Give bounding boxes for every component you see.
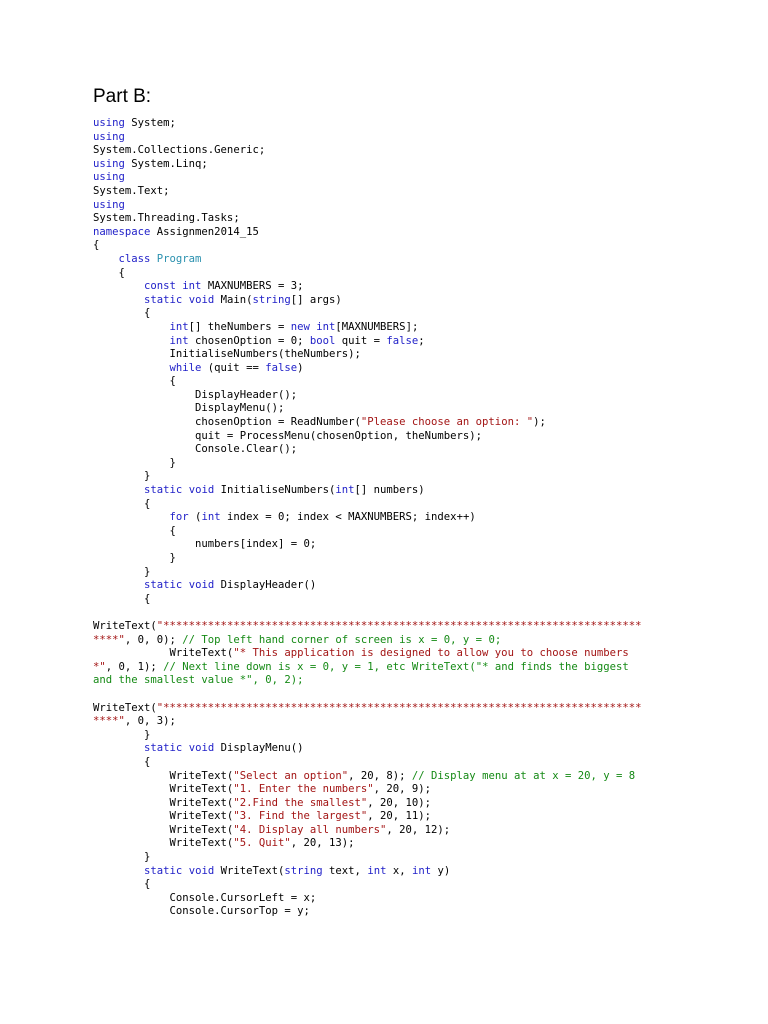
code-string: "3. Find the largest": [233, 810, 368, 823]
code-string: "***************************************************************************: [156, 701, 642, 714]
code-line: [93, 294, 753, 308]
code-line: [93, 307, 753, 321]
code-text: , 20, 8);: [348, 769, 412, 782]
code-keyword: using: [93, 198, 125, 211]
code-text: text,: [322, 864, 368, 877]
code-text: }: [144, 851, 151, 864]
code-keyword: while: [169, 361, 202, 374]
code-line: [93, 253, 753, 267]
code-line: [93, 185, 753, 199]
code-line: [93, 756, 753, 770]
code-text: }: [169, 552, 176, 564]
code-keyword: void: [188, 742, 215, 755]
code-line: [93, 878, 753, 892]
code-text: WriteText(: [214, 864, 285, 877]
code-text: InitialiseNumbers(theNumbers);: [169, 348, 361, 361]
code-text: WriteText(: [169, 796, 234, 809]
code-keyword: string: [252, 293, 291, 306]
code-line: [93, 674, 753, 688]
code-line: [93, 348, 753, 362]
code-text: );: [533, 416, 546, 429]
code-text: index = 0; index < MAXNUMBERS; index++): [220, 511, 476, 524]
code-listing: [93, 117, 753, 919]
code-text: DisplayHeader(): [214, 579, 317, 592]
blank-line: [93, 606, 753, 620]
code-keyword: static: [144, 742, 183, 755]
code-text: WriteText(: [169, 647, 234, 660]
code-keyword: for: [169, 511, 189, 524]
code-keyword: static: [144, 864, 183, 877]
code-text: [MAXNUMBERS];: [335, 320, 419, 333]
code-line: [93, 824, 753, 838]
code-string: "Please choose an option: ": [360, 416, 534, 429]
code-text: x,: [386, 864, 412, 877]
code-line: [93, 647, 753, 661]
code-keyword: int: [182, 280, 202, 293]
code-keyword: class: [118, 252, 151, 265]
code-keyword: int: [367, 864, 387, 877]
code-text: Assignmen2014_15: [150, 225, 259, 238]
code-text: System;: [124, 117, 176, 129]
code-line: [93, 797, 753, 811]
code-line: [93, 199, 753, 213]
code-keyword: int: [316, 320, 336, 333]
code-text: WriteText(: [93, 619, 157, 632]
code-text: , 20, 9);: [373, 783, 432, 796]
code-string: "1. Enter the numbers": [233, 783, 374, 796]
code-keyword: false: [265, 361, 298, 374]
code-text: [] args): [290, 293, 342, 306]
code-string: "2.Find the smallest": [233, 796, 368, 809]
code-line: [93, 443, 753, 457]
code-text: DisplayHeader();: [195, 388, 298, 401]
code-string: "5. Quit": [233, 837, 291, 850]
code-line: [93, 239, 753, 253]
code-type: Program: [156, 252, 202, 265]
code-text: ;: [418, 334, 425, 347]
code-keyword: void: [188, 484, 215, 497]
code-line: [93, 511, 753, 525]
code-line: [93, 117, 753, 131]
code-line: [93, 484, 753, 498]
code-line: [93, 158, 753, 172]
code-keyword: int: [169, 320, 189, 333]
code-line: [93, 212, 753, 226]
code-text: (: [188, 511, 202, 524]
section-heading: Part B:: [93, 86, 152, 107]
code-line: [93, 538, 753, 552]
code-text: chosenOption = ReadNumber(: [195, 416, 361, 429]
code-keyword: void: [188, 293, 215, 306]
code-text: DisplayMenu(): [214, 742, 304, 755]
code-text: {: [144, 878, 151, 891]
code-keyword: string: [284, 864, 323, 877]
code-text: Console.CursorLeft = x;: [169, 891, 317, 904]
code-text: chosenOption = 0;: [188, 334, 310, 347]
code-text: {: [144, 592, 151, 605]
code-string: ****": [93, 715, 125, 728]
code-text: {: [169, 375, 176, 388]
code-text: {: [144, 497, 151, 510]
code-string: ****": [93, 633, 125, 646]
code-keyword: new: [290, 320, 310, 333]
code-text: WriteText(: [169, 783, 234, 796]
code-line: [93, 226, 753, 240]
code-keyword: bool: [309, 334, 336, 347]
code-keyword: using: [93, 117, 125, 129]
code-text: WriteText(: [169, 837, 234, 850]
code-line: [93, 742, 753, 756]
code-text: WriteText(: [169, 810, 234, 823]
code-keyword: static: [144, 579, 183, 592]
code-line: [93, 566, 753, 580]
code-line: [93, 729, 753, 743]
code-keyword: int: [335, 484, 355, 497]
code-keyword: namespace: [93, 225, 151, 238]
code-text: [] theNumbers =: [188, 320, 291, 333]
code-string: "4. Display all numbers": [233, 823, 387, 836]
code-text: {: [144, 755, 151, 768]
code-text: , 0, 0);: [124, 633, 183, 646]
code-text: (quit ==: [201, 361, 266, 374]
code-text: ): [297, 361, 304, 374]
code-string: "***************************************************************************: [156, 619, 642, 632]
code-line: [93, 837, 753, 851]
code-text: Console.Clear();: [195, 443, 298, 456]
code-text: }: [144, 728, 151, 741]
code-string: *": [93, 660, 106, 673]
code-keyword: using: [93, 171, 125, 184]
code-text: MAXNUMBERS = 3;: [201, 280, 304, 293]
code-keyword: void: [188, 579, 215, 592]
code-text: {: [169, 524, 176, 537]
code-line: [93, 267, 753, 281]
code-text: , 20, 10);: [367, 796, 432, 809]
code-line: [93, 402, 753, 416]
code-keyword: void: [188, 864, 215, 877]
code-line: [93, 335, 753, 349]
code-text: InitialiseNumbers(: [214, 484, 336, 497]
code-line: [93, 362, 753, 376]
code-text: quit = ProcessMenu(chosenOption, theNumbers);: [195, 429, 483, 442]
code-line: [93, 131, 753, 145]
code-keyword: const: [144, 280, 176, 293]
code-text: , 0, 3);: [124, 715, 176, 728]
code-line: [93, 620, 753, 634]
code-line: [93, 593, 753, 607]
code-text: y): [431, 864, 451, 877]
code-keyword: false: [386, 334, 419, 347]
code-keyword: int: [169, 334, 189, 347]
code-line: [93, 810, 753, 824]
code-string: "* This application is designed to allow you to choose numbers: [233, 647, 629, 660]
code-line: [93, 144, 753, 158]
code-text: numbers[index] = 0;: [195, 538, 317, 551]
code-text: System.Threading.Tasks;: [93, 212, 240, 225]
code-text: {: [118, 266, 125, 279]
code-text: , 20, 12);: [386, 823, 451, 836]
code-comment: // Top left hand corner of screen is x = 0, y = 0;: [182, 633, 502, 646]
code-text: }: [144, 470, 151, 483]
code-line: [93, 321, 753, 335]
code-text: Console.CursorTop = y;: [169, 905, 310, 918]
code-line: [93, 770, 753, 784]
code-text: WriteText(: [169, 823, 234, 836]
code-text: System.Text;: [93, 184, 170, 197]
code-line: [93, 389, 753, 403]
code-line: [93, 905, 753, 919]
code-comment: and the smallest value *", 0, 2);: [93, 674, 304, 687]
code-line: [93, 457, 753, 471]
code-keyword: static: [144, 484, 183, 497]
code-line: [93, 280, 753, 294]
code-text: System.Linq;: [124, 157, 208, 170]
code-line: [93, 851, 753, 865]
code-line: [93, 552, 753, 566]
code-line: [93, 702, 753, 716]
code-text: Main(: [214, 293, 253, 306]
code-line: [93, 470, 753, 484]
code-text: , 20, 11);: [367, 810, 432, 823]
code-keyword: int: [411, 864, 432, 877]
code-line: [93, 171, 753, 185]
code-comment: // Display menu at at x = 20, y = 8: [411, 769, 636, 782]
blank-line: [93, 688, 753, 702]
code-string: "Select an option": [233, 769, 349, 782]
code-text: , 0, 1);: [105, 660, 164, 673]
code-line: [93, 715, 753, 729]
code-text: }: [169, 456, 176, 469]
code-line: [93, 579, 753, 593]
code-text: {: [144, 307, 151, 320]
code-line: [93, 892, 753, 906]
code-keyword: static: [144, 293, 183, 306]
code-text: quit =: [335, 334, 387, 347]
code-text: WriteText(: [169, 769, 234, 782]
code-text: , 20, 13);: [290, 837, 355, 850]
code-text: System.Collections.Generic;: [93, 144, 266, 157]
code-keyword: int: [201, 511, 221, 524]
code-comment: // Next line down is x = 0, y = 1, etc WriteText("* and finds the biggest: [163, 660, 629, 673]
code-line: [93, 375, 753, 389]
code-line: [93, 430, 753, 444]
code-keyword: using: [93, 130, 125, 143]
code-text: [] numbers): [354, 484, 425, 497]
code-text: }: [144, 565, 151, 578]
code-line: [93, 498, 753, 512]
code-text: WriteText(: [93, 701, 157, 714]
code-line: [93, 783, 753, 797]
code-keyword: using: [93, 157, 125, 170]
code-line: [93, 416, 753, 430]
code-line: [93, 634, 753, 648]
code-text: DisplayMenu();: [195, 402, 285, 415]
code-line: [93, 525, 753, 539]
code-text: {: [93, 239, 100, 252]
code-line: [93, 661, 753, 675]
code-line: [93, 865, 753, 879]
